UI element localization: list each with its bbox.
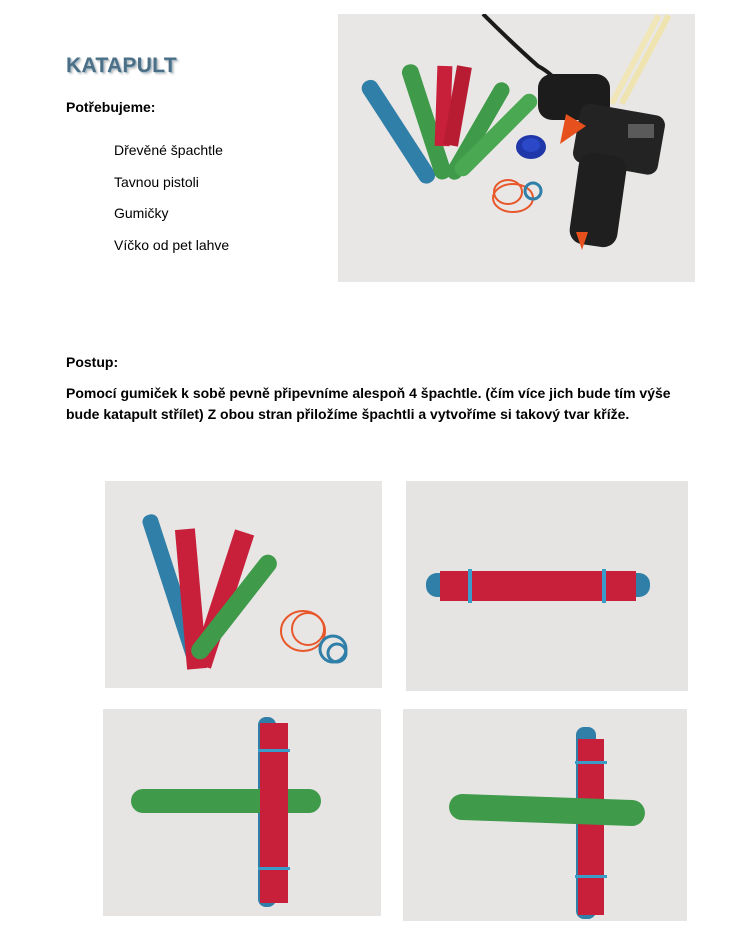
step-photo-1: [105, 481, 382, 688]
step-photo-3: [103, 709, 381, 916]
list-item: Dřevěné špachtle: [114, 142, 223, 158]
step-photo-4: [403, 709, 687, 921]
procedure-text: Pomocí gumiček k sobě pevně připevníme alespoň 4 špachtle. (čím více jich bude tím výše bude katapult střílet) Z obou stran přiložíme špachtli a vytvoříme si takový tvar kříže.: [66, 385, 671, 422]
list-item: Gumičky: [114, 205, 169, 221]
step-photo-2: [406, 481, 688, 691]
procedure-heading: Postup:: [66, 354, 119, 370]
materials-list: [114, 142, 229, 268]
list-item: Tavnou pistoli: [114, 173, 199, 190]
list-item: Víčko od pet lahve: [114, 236, 230, 253]
materials-photo: [338, 14, 695, 282]
document-title: KATAPULT: [66, 54, 177, 77]
needs-heading: Potřebujeme:: [66, 99, 156, 115]
